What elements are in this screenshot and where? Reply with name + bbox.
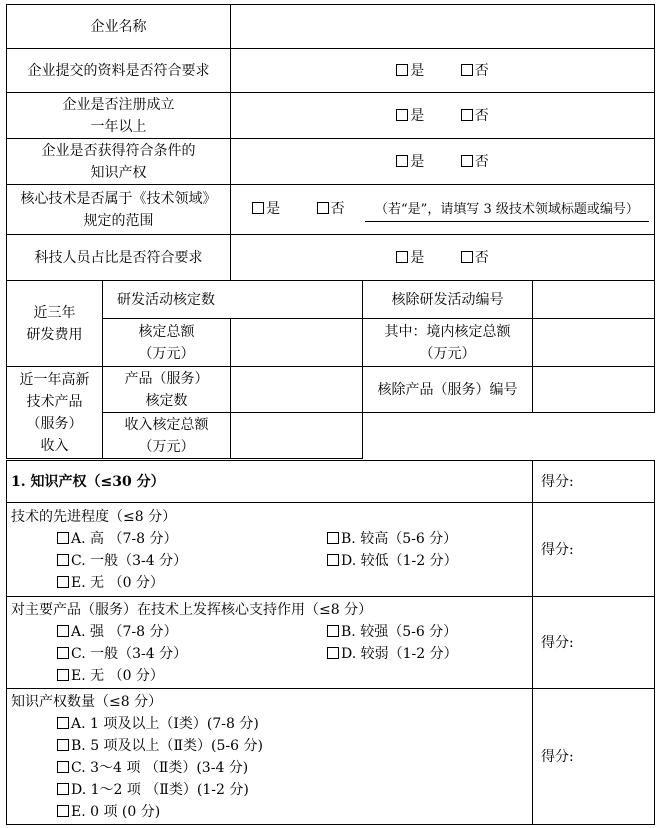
option-b[interactable]: B. 较强（5-6 分） [327,621,587,643]
ip-scoring-table [6,460,655,825]
checkbox-icon[interactable] [252,202,264,214]
staff-ratio-options [231,235,655,281]
no-option[interactable]: 否 [317,198,345,220]
advancement-score[interactable]: 得分: [533,503,655,597]
option-e[interactable]: E. 无 （0 分） [57,572,327,594]
rd-excluded-ids-label: 核除研发活动编号 [363,281,533,319]
no-option[interactable]: 否 [461,105,489,127]
rd-expense-label: 近三年 研发费用 [7,281,103,367]
ip-quantity-title: 知识产权数量（≤8 分） [11,693,163,710]
materials-label: 企业提交的资料是否符合要求 [7,49,231,93]
rd-total-value[interactable] [231,319,363,367]
product-count-value[interactable] [231,367,363,413]
yes-option[interactable]: 是 [396,60,424,82]
checkbox-icon[interactable] [327,532,339,544]
basic-info-table [6,4,655,459]
option-c[interactable]: C. 3～4 项 （Ⅱ类）(3-4 分) [57,757,528,779]
option-a[interactable]: A. 高 （7-8 分） [57,528,327,550]
checkbox-icon[interactable] [461,251,473,263]
tech-field-note[interactable]: （若“是”，请填写 3 级技术领域标题或编号） [365,199,649,222]
registered-options [231,93,655,139]
no-option[interactable]: 否 [461,151,489,173]
checkbox-icon[interactable] [57,761,69,773]
checkbox-icon[interactable] [327,625,339,637]
core-support-item [7,597,533,689]
product-excluded-label: 核除产品（服务）编号 [363,367,533,413]
option-a[interactable]: A. 1 项及以上（Ⅰ类）(7-8 分) [57,713,528,735]
rd-domestic-value[interactable] [533,319,655,367]
option-e[interactable]: E. 0 项 (0 分) [57,801,528,823]
hightech-income-label: 近一年高新 技术产品 （服务） 收入 [7,367,103,459]
option-d[interactable]: D. 较低（1-2 分） [327,550,587,572]
option-d[interactable]: D. 较弱（1-2 分） [327,643,587,665]
income-total-value[interactable] [231,413,363,459]
checkbox-icon[interactable] [57,576,69,588]
checkbox-icon[interactable] [396,109,408,121]
rd-approved-count-label: 研发活动核定数 [103,281,363,319]
checkbox-icon[interactable] [57,669,69,681]
empty-cell [363,413,655,459]
ip-section-score[interactable]: 得分: [533,461,655,503]
option-e[interactable]: E. 无 （0 分） [57,665,327,687]
checkbox-icon[interactable] [461,109,473,121]
checkbox-icon[interactable] [57,783,69,795]
option-c[interactable]: C. 一般（3-4 分） [57,550,327,572]
advancement-title: 技术的先进程度（≤8 分） [11,508,177,525]
no-option[interactable]: 否 [461,60,489,82]
checkbox-icon[interactable] [396,251,408,263]
company-name-value[interactable] [231,5,655,49]
checkbox-icon[interactable] [57,625,69,637]
rd-excluded-ids-value[interactable] [533,281,655,319]
checkbox-icon[interactable] [396,64,408,76]
company-name-label: 企业名称 [7,5,231,49]
option-c[interactable]: C. 一般（3-4 分） [57,643,327,665]
ip-quantity-score[interactable]: 得分: [533,689,655,825]
option-d[interactable]: D. 1～2 项 （Ⅱ类）(1-2 分) [57,779,528,801]
checkbox-icon[interactable] [57,805,69,817]
checkbox-icon[interactable] [57,554,69,566]
checkbox-icon[interactable] [317,202,329,214]
registered-label: 企业是否注册成立 一年以上 [7,93,231,139]
yes-option[interactable]: 是 [396,151,424,173]
ip-owned-label: 企业是否获得符合条件的 知识产权 [7,139,231,185]
option-b[interactable]: B. 5 项及以上（Ⅱ类）(5-6 分) [57,735,528,757]
checkbox-icon[interactable] [327,554,339,566]
option-b[interactable]: B. 较高（5-6 分） [327,528,587,550]
rd-domestic-label: 其中：境内核定总额 （万元） [363,319,533,367]
materials-options [231,49,655,93]
checkbox-icon[interactable] [327,647,339,659]
yes-option[interactable]: 是 [396,247,424,269]
income-total-label: 收入核定总额 （万元） [103,413,231,459]
product-count-label: 产品（服务） 核定数 [103,367,231,413]
checkbox-icon[interactable] [57,739,69,751]
tech-field-label: 核心技术是否属于《技术领域》 规定的范围 [7,185,231,235]
ip-quantity-item [7,689,533,825]
yes-option[interactable]: 是 [396,105,424,127]
core-support-score[interactable]: 得分: [533,597,655,689]
no-option[interactable]: 否 [461,247,489,269]
staff-ratio-label: 科技人员占比是否符合要求 [7,235,231,281]
product-excluded-value[interactable] [533,367,655,413]
option-a[interactable]: A. 强 （7-8 分） [57,621,327,643]
tech-field-options [231,185,655,235]
advancement-item [7,503,533,597]
ip-section-title: 1. 知识产权（≤30 分） [7,461,533,503]
checkbox-icon[interactable] [57,647,69,659]
rd-total-label: 核定总额 （万元） [103,319,231,367]
checkbox-icon[interactable] [461,64,473,76]
ip-owned-options [231,139,655,185]
checkbox-icon[interactable] [461,155,473,167]
yes-option[interactable]: 是 [252,198,280,220]
core-support-title: 对主要产品（服务）在技术上发挥核心支持作用（≤8 分） [11,601,373,618]
checkbox-icon[interactable] [396,155,408,167]
checkbox-icon[interactable] [57,532,69,544]
checkbox-icon[interactable] [57,717,69,729]
